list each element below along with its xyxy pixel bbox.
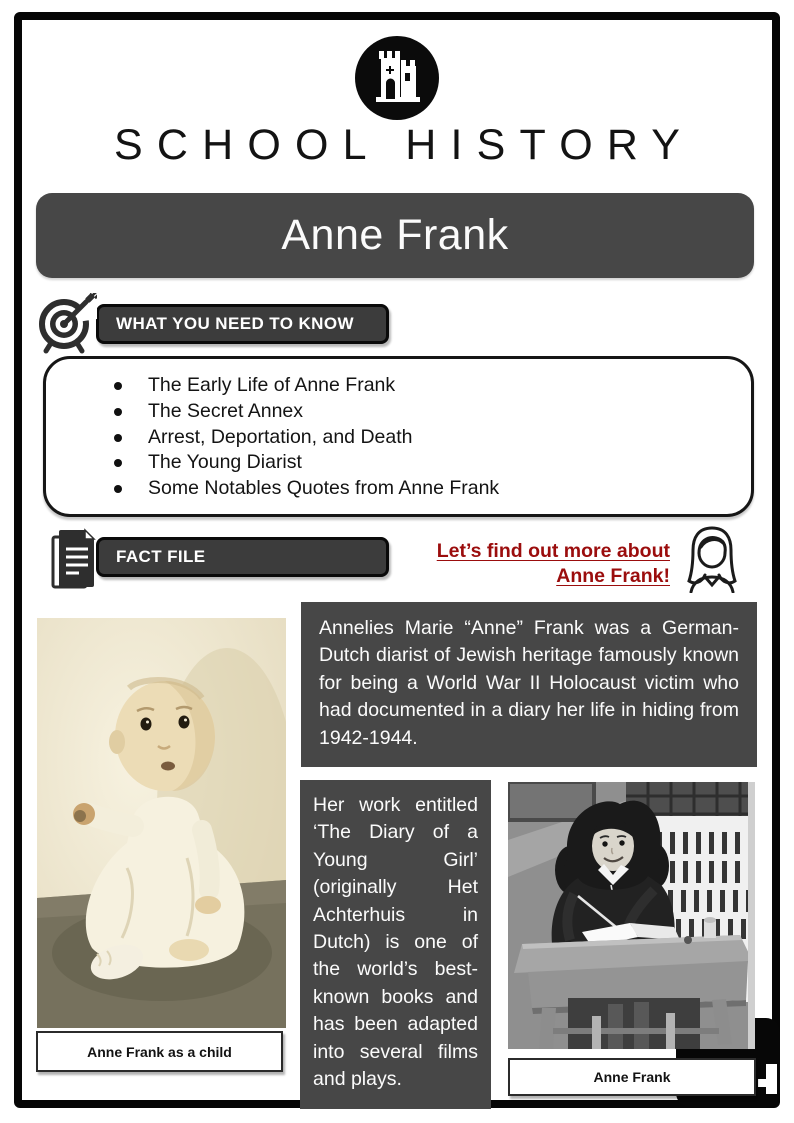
photo-anne-frank-as-child bbox=[37, 618, 286, 1028]
list-item: Arrest, Deportation, and Death bbox=[108, 425, 751, 451]
find-out-more-callout bbox=[330, 539, 670, 589]
list-item: The Early Life of Anne Frank bbox=[108, 373, 751, 399]
dartboard-target-icon bbox=[37, 293, 97, 355]
topics-overview-box bbox=[43, 356, 754, 517]
female-student-outline-icon bbox=[684, 523, 740, 593]
diary-paragraph-panel: Her work entitled ‘The Diary of a Young Girl’ (originally Het Achterhuis in Dutch) is one of the world’s best-known books and has been adapted into several films and plays. bbox=[300, 780, 491, 1109]
intro-paragraph-panel: Annelies Marie “Anne” Frank was a German-Dutch diarist of Jewish heritage famously known for being a World War II Holocaust victim who had documented in a diary her life in hiding from 1942-1944. bbox=[301, 602, 757, 767]
list-item: Some Notables Quotes from Anne Frank bbox=[108, 476, 751, 502]
school-history-castle-logo-icon bbox=[355, 36, 439, 120]
caption-anne-frank-as-child bbox=[36, 1031, 283, 1072]
callout-line-1: Let’s find out more about bbox=[436, 540, 670, 562]
caption-text: Anne Frank bbox=[593, 1069, 671, 1085]
list-item: The Young Diarist bbox=[108, 450, 751, 476]
title-banner bbox=[36, 193, 754, 278]
fact-file-heading: FACT FILE bbox=[116, 547, 206, 566]
page-title: Anne Frank bbox=[281, 211, 509, 259]
caption-anne-frank bbox=[508, 1058, 756, 1096]
section-header-know bbox=[96, 304, 389, 344]
topics-list bbox=[46, 373, 751, 502]
caption-text: Anne Frank as a child bbox=[87, 1043, 232, 1060]
photo-anne-frank-at-desk bbox=[508, 782, 755, 1049]
list-item: The Secret Annex bbox=[108, 399, 751, 425]
know-heading: WHAT YOU NEED TO KNOW bbox=[116, 314, 354, 333]
brand-wordmark: SCHOOL HISTORY bbox=[114, 121, 695, 169]
callout-line-2: Anne Frank! bbox=[556, 565, 670, 587]
fact-file-document-icon bbox=[50, 527, 98, 593]
